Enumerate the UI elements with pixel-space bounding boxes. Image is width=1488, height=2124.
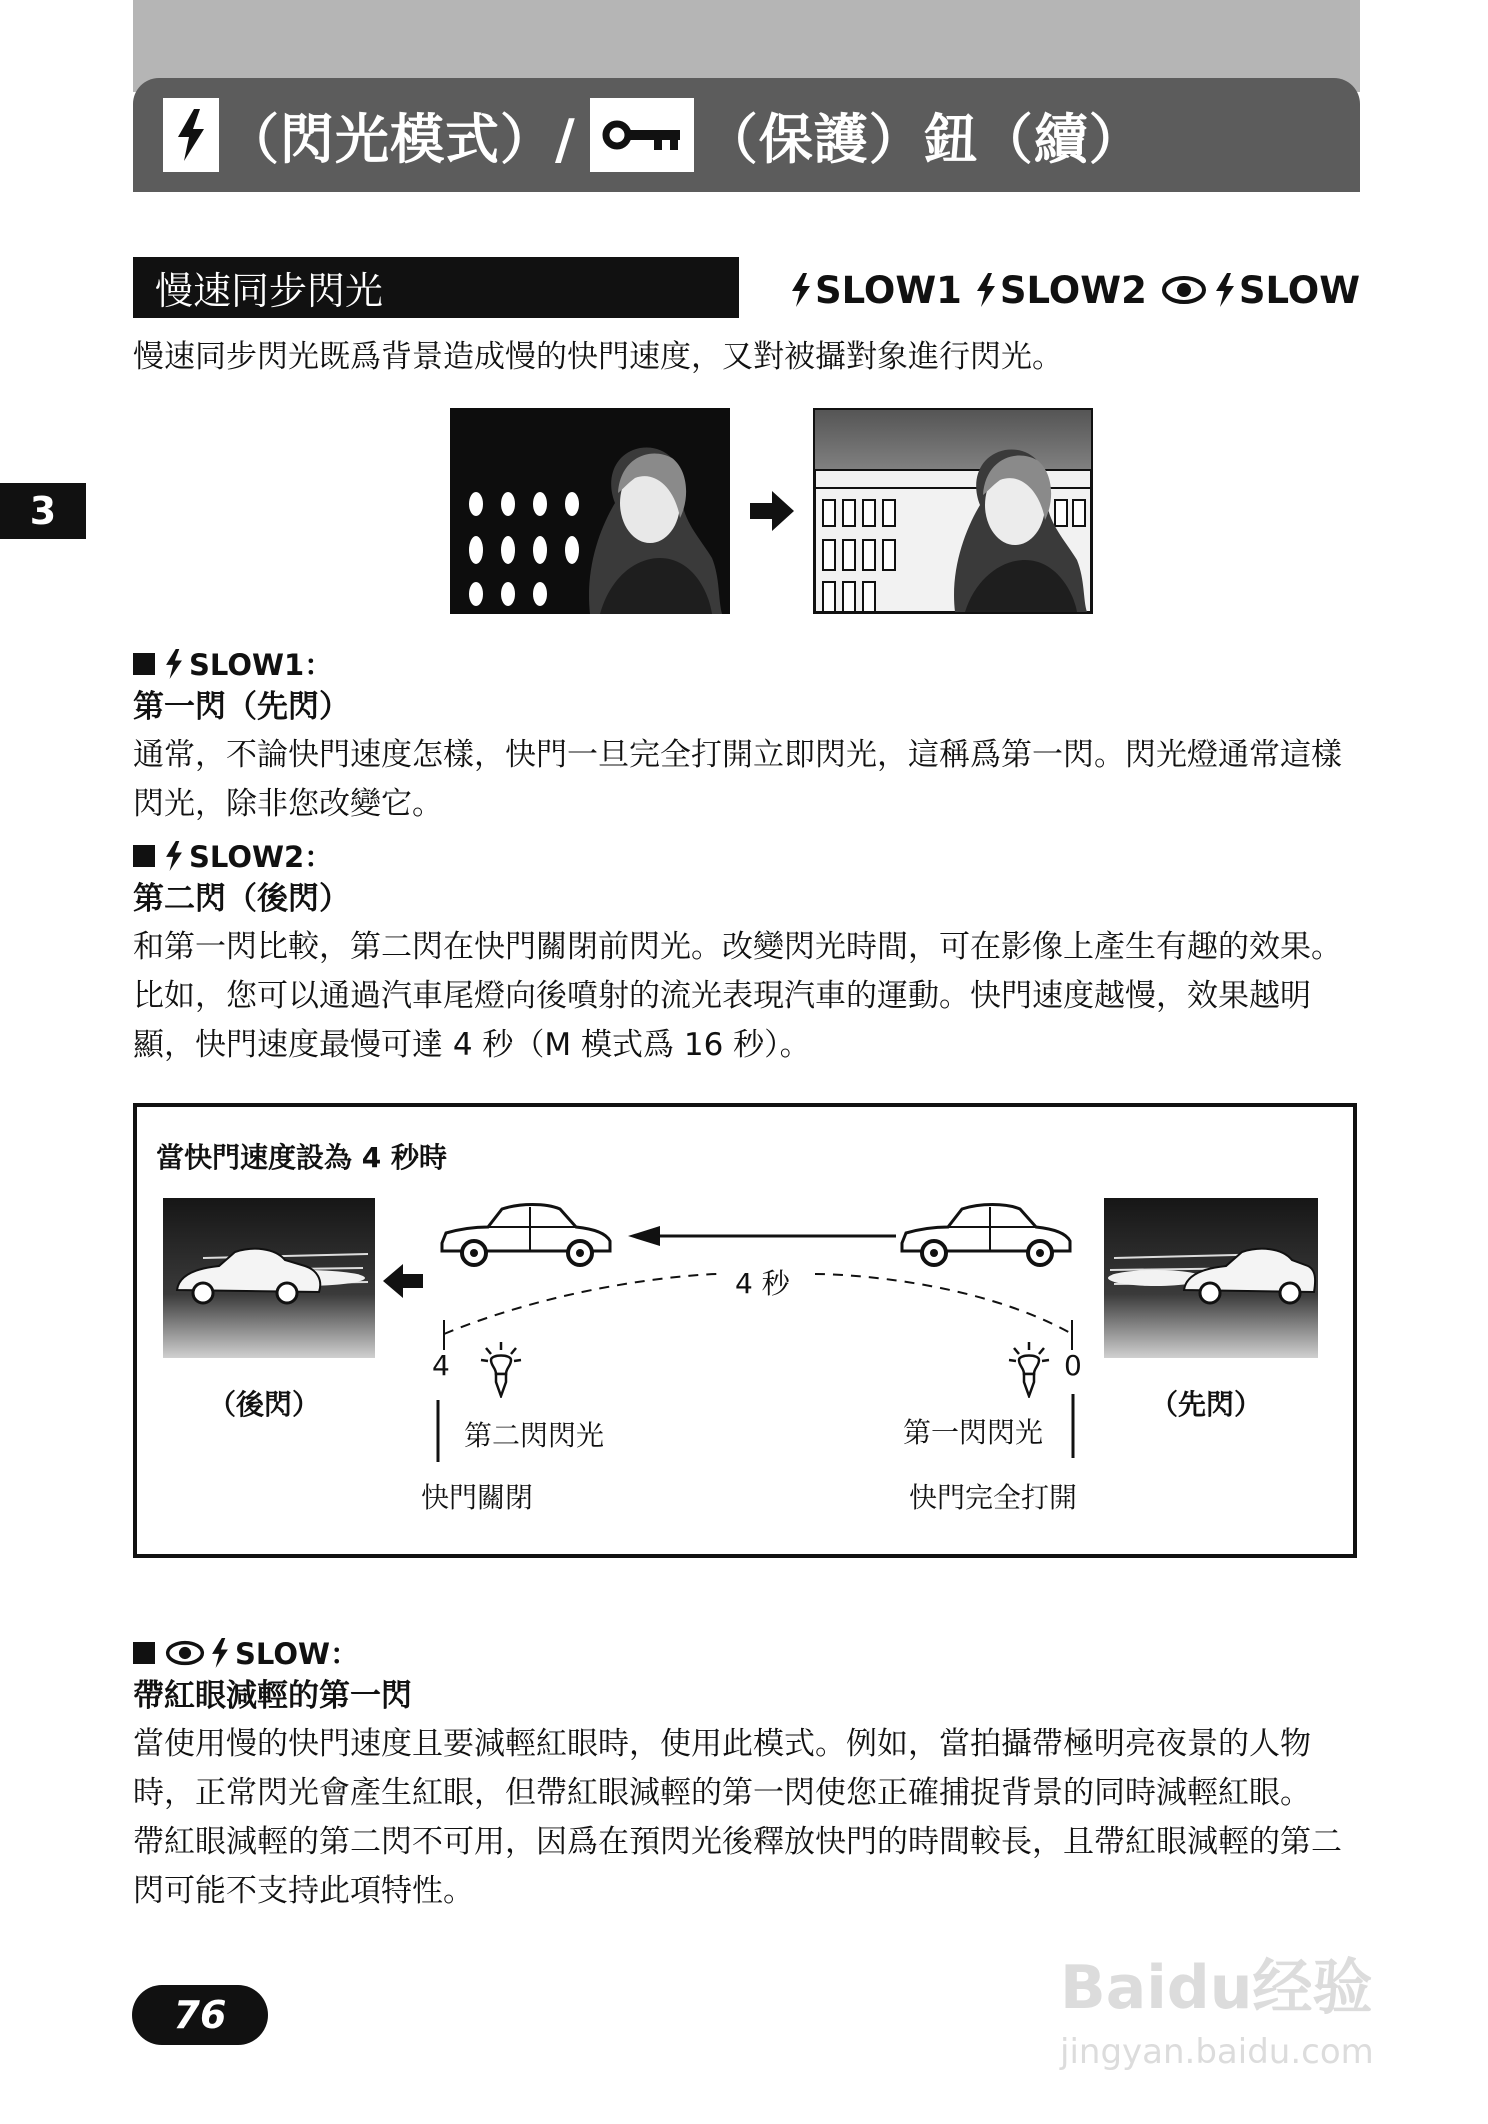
flash-bulb-icon (478, 1340, 524, 1398)
title-text-part1: （閃光模式）/ (225, 107, 576, 171)
flash-icon (165, 841, 183, 871)
slow1-heading (133, 643, 333, 684)
tick-left: 4 (432, 1349, 450, 1382)
example-photo-before (450, 408, 730, 614)
slow2-subtitle: 第二閃（後閃） (133, 881, 350, 917)
rear-curtain-photo (163, 1198, 375, 1358)
tick-right: 0 (1064, 1349, 1082, 1382)
chapter-tab: 3 (0, 483, 86, 539)
redeye-slow-label: SLOW： (235, 1637, 359, 1671)
bullet-square (133, 1642, 155, 1664)
flash-icon (163, 98, 219, 172)
slow2-label: SLOW2： (189, 840, 334, 874)
slow2-line-1: 和第一閃比較，第二閃在快門關閉前閃光。改變閃光時間，可在影像上產生有趣的效果。 (133, 929, 1342, 965)
redeye-line-1: 當使用慢的快門速度且要減輕紅眼時，使用此模式。例如，當拍攝帶極明亮夜景的人物 (133, 1726, 1311, 1762)
example-photo-after (813, 408, 1093, 614)
slow1-line-2: 閃光，除非您改變它。 (133, 786, 443, 822)
mode-list (760, 262, 1360, 318)
page-number: 76 (132, 1985, 268, 2045)
slow1-label: SLOW1： (189, 648, 334, 682)
intro-text: 慢速同步閃光既爲背景造成慢的快門速度，又對被攝對象進行閃光。 (133, 339, 1063, 375)
rear-curtain-caption: （後閃） (208, 1388, 321, 1421)
flash-icon (791, 273, 811, 307)
second-flash-label: 第二閃閃光 (464, 1419, 605, 1452)
first-flash-label: 第一閃閃光 (903, 1416, 1044, 1449)
car-right-illustration (896, 1197, 1076, 1271)
flash-icon (165, 649, 183, 679)
mode-slow2: SLOW2 (999, 268, 1147, 312)
flash-bulb-icon (1006, 1340, 1052, 1398)
red-eye-icon (165, 1640, 205, 1666)
mode-slow1: SLOW1 (814, 268, 962, 312)
redeye-line-4: 閃可能不支持此項特性。 (133, 1873, 474, 1909)
motion-arrow (628, 1226, 896, 1246)
bullet-square (133, 653, 155, 675)
page-title-bar (133, 78, 1360, 192)
watermark-brand: Baidu经验 (1060, 1953, 1373, 2023)
flash-icon (976, 273, 996, 307)
watermark-url: jingyan.baidu.com (1060, 2032, 1374, 2072)
duration-label: 4 秒 (735, 1267, 790, 1300)
redeye-slow-heading (133, 1632, 359, 1673)
redeye-line-3: 帶紅眼減輕的第二閃不可用，因爲在預閃光後釋放快門的時間較長，且帶紅眼減輕的第二 (133, 1824, 1342, 1860)
slow1-subtitle: 第一閃（先閃） (133, 689, 350, 725)
shutter-closed-label: 快門關閉 (421, 1481, 534, 1514)
diagram-title: 當快門速度設為 4 秒時 (156, 1141, 447, 1174)
red-eye-icon (1161, 275, 1207, 305)
car-left-illustration (436, 1197, 616, 1271)
flash-icon (211, 1638, 229, 1668)
slow2-line-3: 顯，快門速度最慢可達 4 秒（M 模式爲 16 秒）。 (133, 1027, 811, 1063)
redeye-slow-subtitle: 帶紅眼減輕的第一閃 (133, 1678, 412, 1714)
title-text-part2: （保護）鈕（續） (703, 107, 1144, 171)
front-curtain-caption: （先閃） (1150, 1388, 1263, 1421)
slow1-line-1: 通常，不論快門速度怎樣，快門一旦完全打開立即閃光，這稱爲第一閃。閃光燈通常這樣 (133, 737, 1342, 773)
mode-slow: SLOW (1238, 268, 1360, 312)
bullet-square (133, 845, 155, 867)
front-curtain-photo (1104, 1198, 1318, 1358)
redeye-line-2: 時，正常閃光會產生紅眼，但帶紅眼減輕的第一閃使您正確捕捉背景的同時減輕紅眼。 (133, 1775, 1311, 1811)
arrow-right-icon (750, 491, 794, 531)
arrow-left-icon (383, 1264, 423, 1298)
slow2-heading (133, 835, 333, 876)
key-icon (590, 98, 694, 172)
flash-icon (1215, 273, 1235, 307)
section-heading: 慢速同步閃光 (133, 257, 739, 318)
slow2-line-2: 比如，您可以通過汽車尾燈向後噴射的流光表現汽車的運動。快門速度越慢，效果越明 (133, 978, 1311, 1014)
shutter-open-label: 快門完全打開 (909, 1481, 1078, 1514)
